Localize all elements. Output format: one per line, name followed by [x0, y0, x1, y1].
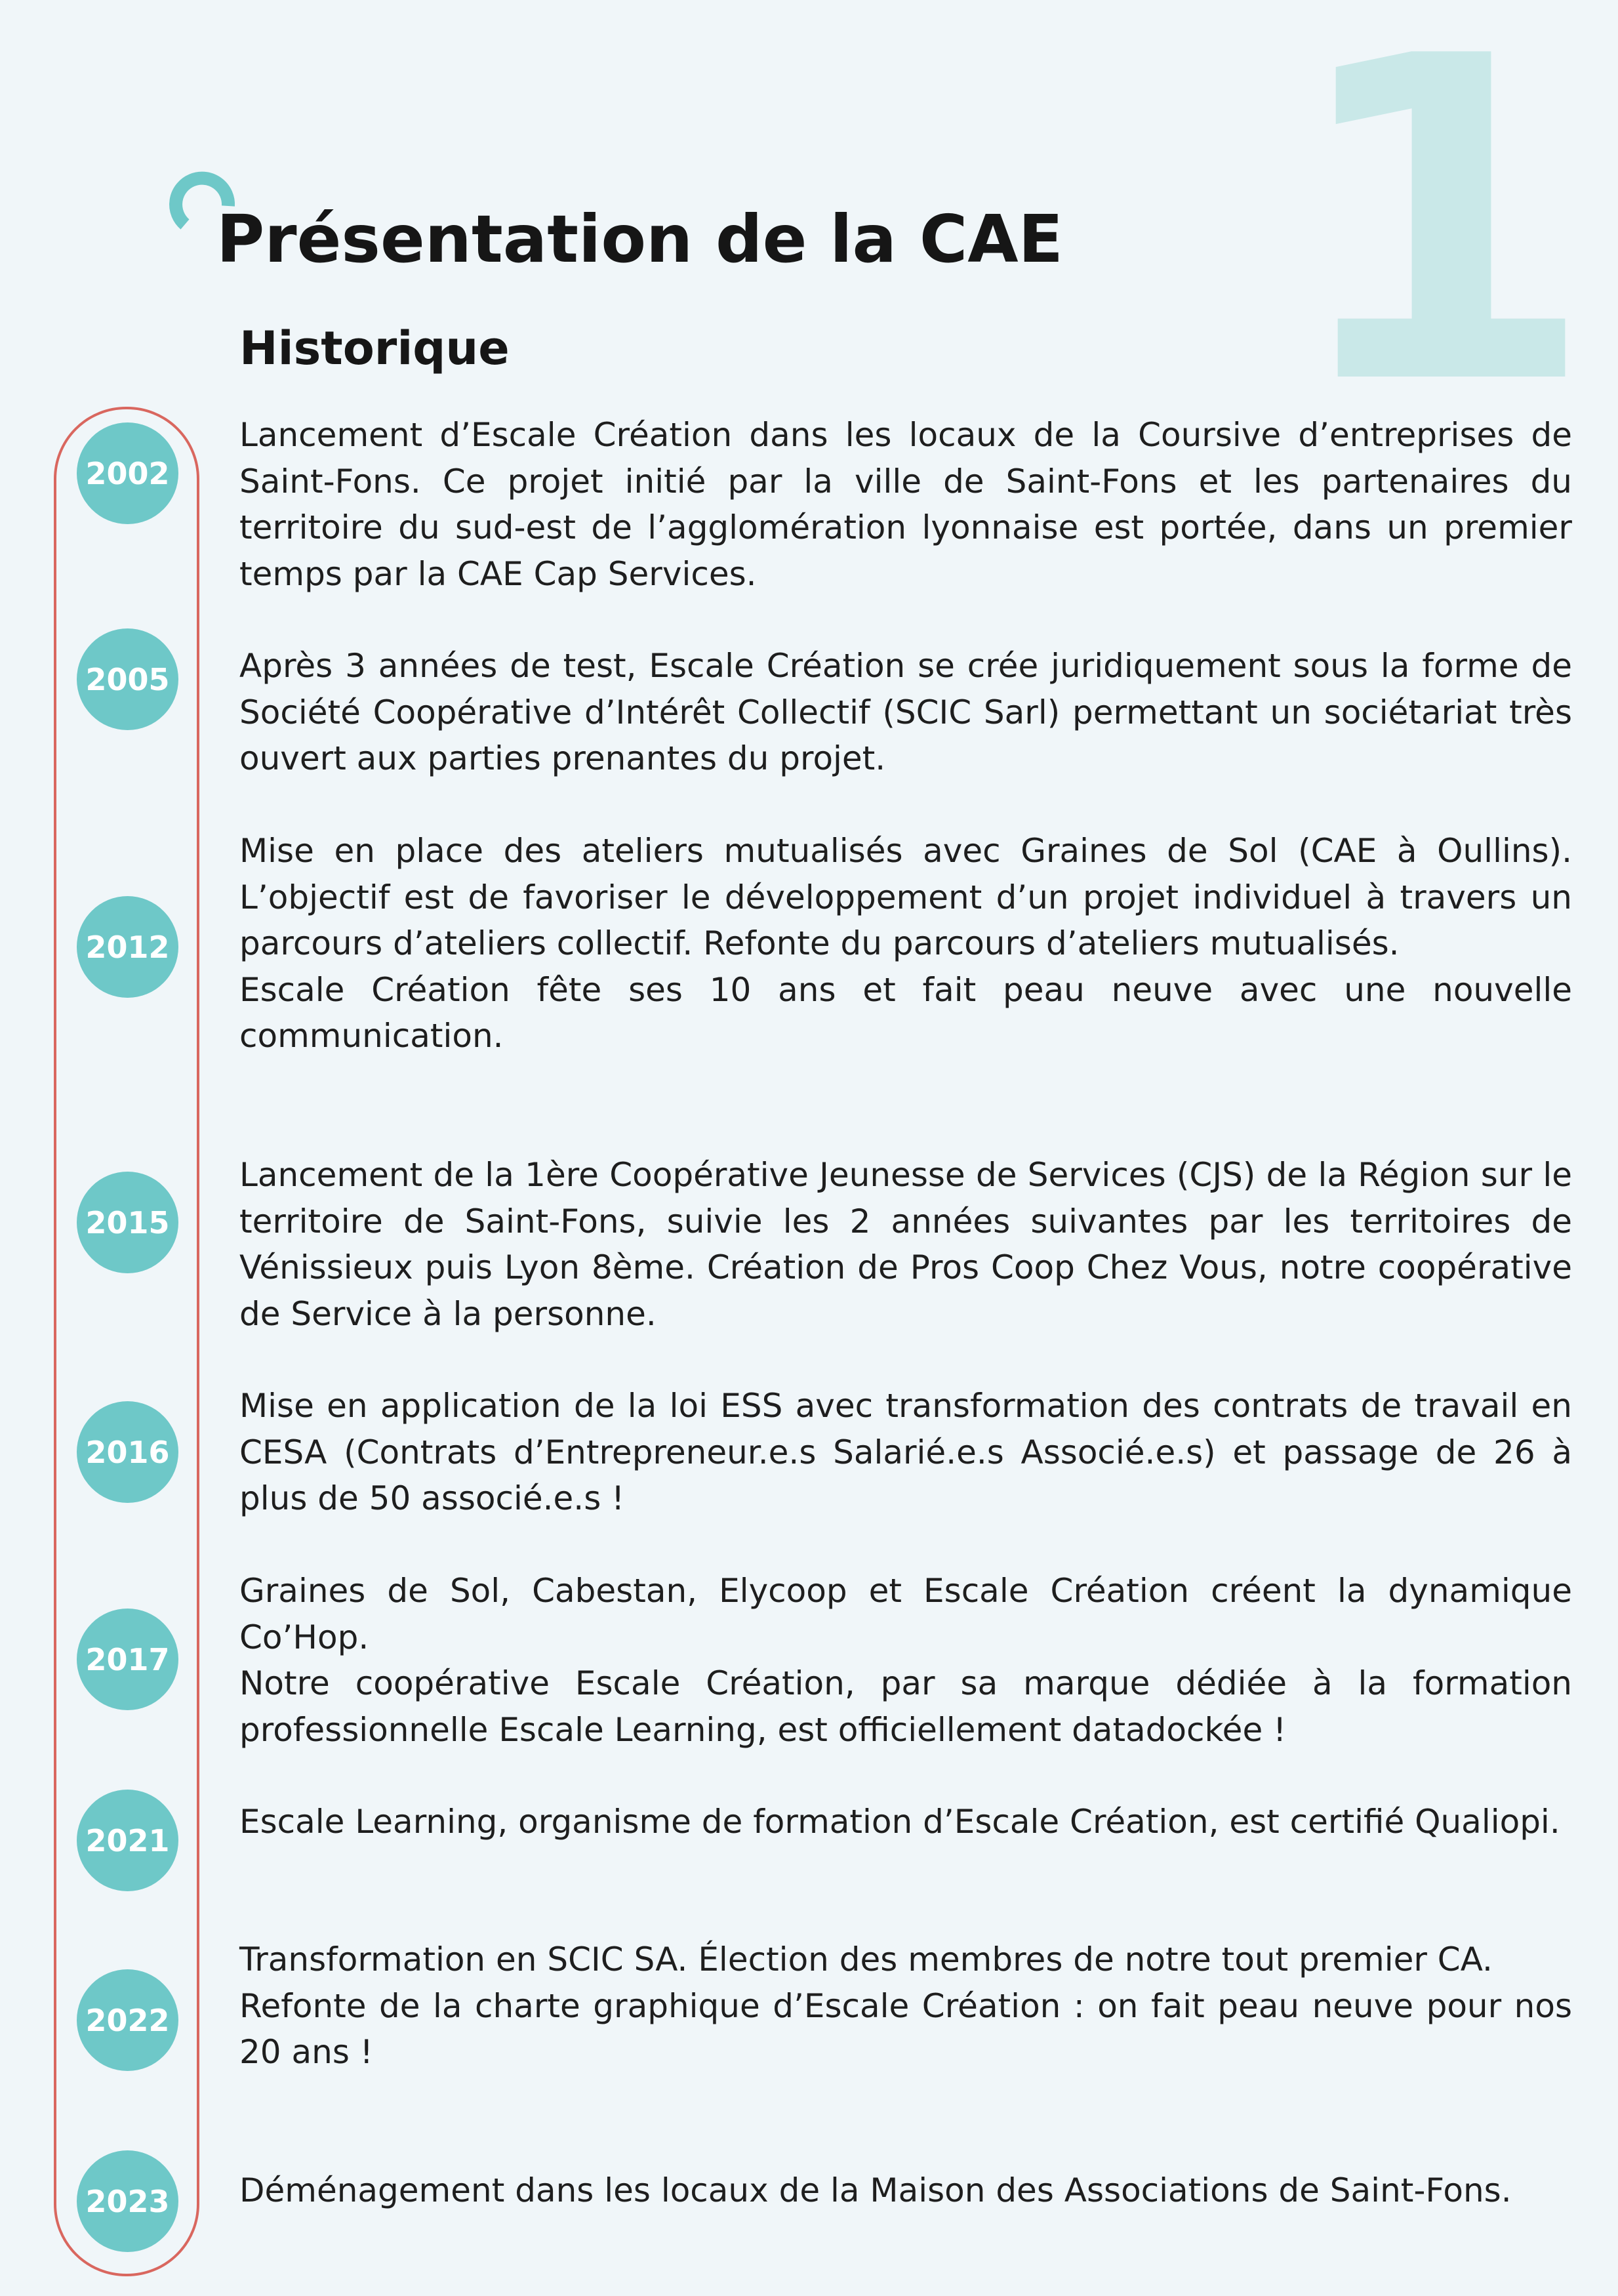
year-badge-2022: 2022	[77, 1969, 178, 2071]
year-badge-2005: 2005	[77, 628, 178, 730]
entry-text: Lancement de la 1ère Coopérative Jeunesse de Services (CJS) de la Région sur le territoire de Saint-Fons, suivie les 2 années suivantes par les territoires de Vénissieux puis Lyon 8ème. Création de Pros Coop Chez Vous, notre coopérative de Service à la personne.	[239, 1156, 1572, 1333]
year-badge-2023: 2023	[77, 2150, 178, 2252]
timeline-entry-2005	[239, 643, 1572, 782]
entry-text: Mise en place des ateliers mutualisés avec Graines de Sol (CAE à Oullins). L’objectif est de favoriser le développement d’un projet individuel à travers un parcours d’ateliers collectif. Refonte du parcours d’ateliers mutualisés.	[239, 832, 1572, 962]
year-badge-2012: 2012	[77, 896, 178, 998]
entry-text: Lancement d’Escale Création dans les locaux de la Coursive d’entreprises de Saint-Fons. Ce projet initié par la ville de Saint-Fons et les partenaires du territoire du sud-est de l’agglomération lyonnaise est portée, dans un premier temps par la CAE Cap Services.	[239, 416, 1572, 593]
timeline-entry-2015	[239, 1152, 1572, 1337]
timeline-entry-2012	[239, 828, 1572, 1059]
entry-text: Après 3 années de test, Escale Création se crée juridiquement sous la forme de Société Coopérative d’Intérêt Collectif (SCIC Sarl) permettant un sociétariat très ouvert aux parties prenantes du projet.	[239, 647, 1572, 777]
timeline-entry-2021	[239, 1799, 1572, 1845]
timeline-entry-2022	[239, 1937, 1572, 2076]
entry-text: Déménagement dans les locaux de la Maison des Associations de Saint-Fons.	[239, 2171, 1512, 2209]
timeline-entry-2017	[239, 1568, 1572, 1753]
entry-text: Notre coopérative Escale Création, par sa marque dédiée à la formation professionnelle Escale Learning, est officiellement datadockée !	[239, 1664, 1572, 1749]
section-title: Historique	[239, 321, 510, 375]
entry-text: Escale Learning, organisme de formation d’Escale Création, est certifié Qualiopi.	[239, 1803, 1560, 1841]
entry-text: Graines de Sol, Cabestan, Elycoop et Escale Création créent la dynamique Co’Hop.	[239, 1572, 1572, 1656]
entry-text: Mise en application de la loi ESS avec transformation des contrats de travail en CESA (Contrats d’Entrepreneur.e.s Salarié.e.s Associé.e.s) et passage de 26 à plus de 50 associé.e.s !	[239, 1387, 1572, 1517]
timeline-entry-2016	[239, 1383, 1572, 1522]
entry-text: Escale Création fête ses 10 ans et fait peau neuve avec une nouvelle communication.	[239, 970, 1572, 1055]
year-badge-2021: 2021	[77, 1790, 178, 1891]
year-badge-2016: 2016	[77, 1401, 178, 1503]
chapter-number: 1	[1285, 0, 1590, 482]
timeline-entry-2023	[239, 2167, 1572, 2214]
timeline-entry-2002	[239, 412, 1572, 597]
year-badge-2015: 2015	[77, 1172, 178, 1273]
year-badge-2017: 2017	[77, 1609, 178, 1710]
entry-text: Refonte de la charte graphique d’Escale Création : on fait peau neuve pour nos 20 ans !	[239, 1986, 1572, 2071]
year-badge-2002: 2002	[77, 422, 178, 524]
entry-text: Transformation en SCIC SA. Élection des membres de notre tout premier CA.	[239, 1940, 1493, 1978]
page-title: Présentation de la CAE	[216, 201, 1063, 277]
